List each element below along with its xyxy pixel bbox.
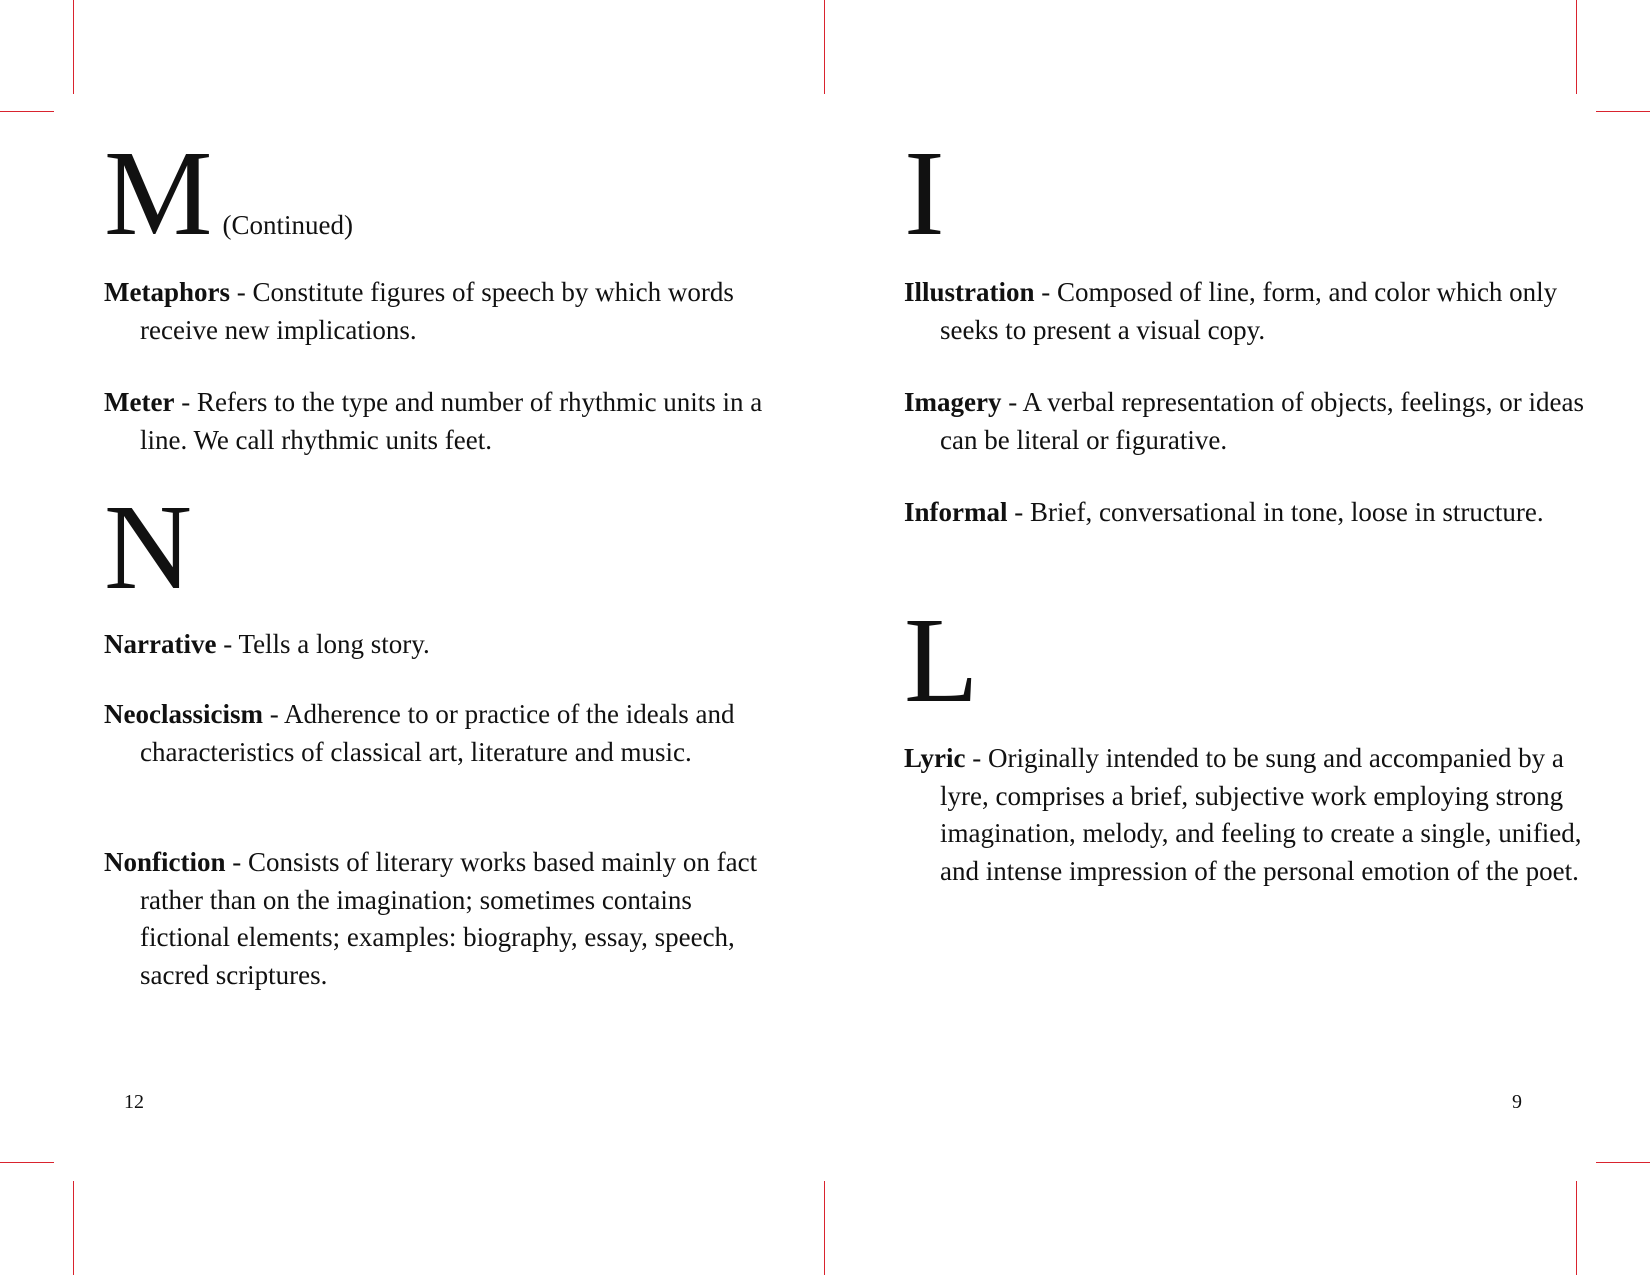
continued-note: (Continued) (222, 210, 353, 240)
crop-mark-left-upper (0, 111, 54, 112)
crop-mark-bottom-center (824, 1181, 825, 1275)
crop-mark-left-lower (0, 1162, 54, 1163)
crop-mark-right-upper (1596, 111, 1650, 112)
section-heading-n (104, 480, 193, 615)
glossary-entry (104, 384, 780, 459)
entry-definition: - Originally intended to be sung and accompanied by a lyre, comprises a brief, subjective work employing strong imagination, melody, and feeling to create a single, unified, and intense impression of the personal emotion of the poet. (940, 743, 1582, 886)
entry-term: Lyric (904, 743, 966, 773)
section-letter: L (904, 593, 979, 728)
crop-mark-right-lower (1596, 1162, 1650, 1163)
glossary-entry (104, 696, 780, 771)
page-number-right: 9 (1512, 1091, 1522, 1113)
entry-term: Narrative (104, 629, 217, 659)
entry-term: Neoclassicism (104, 699, 263, 729)
section-heading-i (904, 126, 945, 261)
section-heading-l (904, 593, 979, 728)
entry-definition: - Refers to the type and number of rhythmic units in a line. We call rhythmic units feet. (140, 387, 763, 455)
section-heading-m (104, 126, 353, 261)
section-letter: N (104, 480, 193, 615)
section-letter: I (904, 126, 945, 261)
entry-term: Nonfiction (104, 847, 226, 877)
entry-term: Informal (904, 497, 1008, 527)
crop-mark-top-right (1576, 0, 1577, 94)
crop-mark-top-left (73, 0, 74, 94)
entry-definition: - Constitute figures of speech by which words receive new implications. (140, 277, 734, 345)
entry-definition: - Brief, conversational in tone, loose in structure. (1007, 497, 1544, 527)
glossary-entry (104, 626, 780, 664)
entry-definition: - Tells a long story. (216, 629, 430, 659)
left-page (104, 0, 763, 1275)
entry-definition: - A verbal representation of objects, feelings, or ideas can be literal or figurative. (940, 387, 1585, 455)
page-number-left: 12 (124, 1091, 144, 1113)
glossary-entry (104, 844, 780, 994)
crop-mark-bottom-right (1576, 1181, 1577, 1275)
crop-mark-top-center (824, 0, 825, 94)
glossary-entry (904, 384, 1600, 459)
entry-definition: - Composed of line, form, and color which only seeks to present a visual copy. (940, 277, 1558, 345)
entry-term: Metaphors (104, 277, 230, 307)
entry-term: Meter (104, 387, 175, 417)
glossary-entry (104, 274, 780, 349)
crop-mark-bottom-left (73, 1181, 74, 1275)
entry-term: Imagery (904, 387, 1002, 417)
glossary-entry (904, 494, 1600, 532)
entry-definition: - Adherence to or practice of the ideals and characteristics of classical art, literature and music. (140, 699, 735, 767)
glossary-entry (904, 274, 1600, 349)
entry-definition: - Consists of literary works based mainly on fact rather than on the imagination; sometimes contains fictional elements; examples: biography, essay, speech, sacred scriptures. (140, 847, 758, 990)
glossary-entry (904, 740, 1600, 890)
right-page (904, 0, 1585, 1275)
entry-term: Illustration (904, 277, 1035, 307)
section-letter: M (104, 126, 213, 261)
